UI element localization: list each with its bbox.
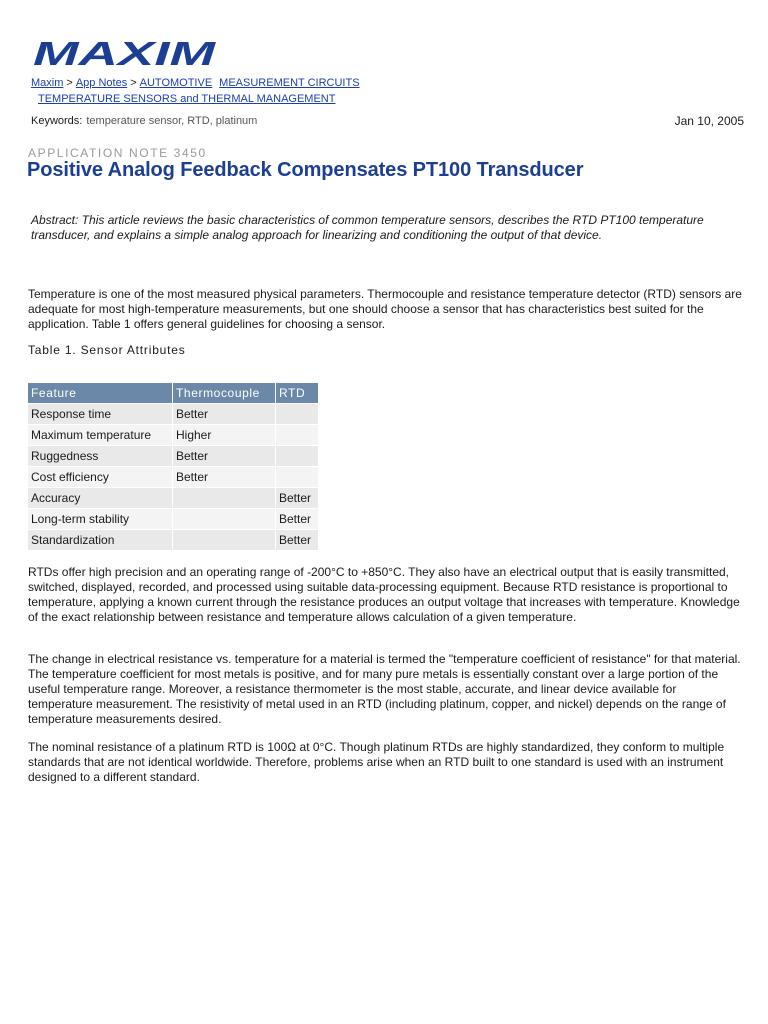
table-cell: Ruggedness <box>28 446 172 466</box>
table-cell: Response time <box>28 404 172 424</box>
table-header-row <box>28 383 318 403</box>
table-cell <box>276 467 318 487</box>
table-cell: Better <box>276 488 318 508</box>
rtd-range-paragraph: RTDs offer high precision and an operating range of -200°C to +850°C. They also have an electrical output that is easily transmitted, switched, displayed, recorded, and processed using suitable data-processing equipment. Because RTD resistance is proportional to temperature, applying a known current through the resistance produces an output voltage that increases with temperature. Knowledge of the exact relationship between resistance and temperature allows calculation of a given temperature. <box>28 565 740 624</box>
maxim-logo[interactable] <box>33 40 217 73</box>
nominal-resistance-paragraph: The nominal resistance of a platinum RTD is 100Ω at 0°C. Though platinum RTDs are highly standardized, they conform to multiple standards that are not identical worldwide. Therefore, problems arise when an RTD built to one standard is used with an instrument designed to a different standard. <box>28 740 725 784</box>
table-cell <box>173 509 275 529</box>
table-cell <box>276 446 318 466</box>
table-row <box>28 404 318 424</box>
table-cell: Cost efficiency <box>28 467 172 487</box>
breadcrumb-maxim-link[interactable]: Maxim <box>31 77 64 89</box>
table-cell: Maximum temperature <box>28 425 172 445</box>
column-header-rtd: RTD <box>276 383 318 403</box>
maxim-logo-icon <box>33 40 217 68</box>
keywords-line <box>31 115 257 127</box>
table-row <box>28 425 318 445</box>
table-cell: Better <box>276 509 318 529</box>
table-cell <box>173 488 275 508</box>
table-row <box>28 509 318 529</box>
table-cell: Better <box>173 404 275 424</box>
breadcrumb-separator: > <box>130 77 137 89</box>
breadcrumb <box>31 75 360 107</box>
table-row <box>28 446 318 466</box>
breadcrumb-app-notes-link[interactable]: App Notes <box>75 77 128 89</box>
temperature-coefficient-paragraph: The change in electrical resistance vs. temperature for a material is termed the "temperature coefficient of resistance" for that material. The temperature coefficient for most metals is positive, and for many pure metals is essentially constant over a large portion of the useful temperature range. Moreover, a resistance thermometer is the most stable, accurate, and linear device available for temperature measurement. The resistivity of metal used in an RTD (including platinum, copper, and nickel) depends on the range of temperature measurements desired. <box>28 652 741 726</box>
table-caption: Table 1. Sensor Attributes <box>28 343 186 357</box>
table-row <box>28 488 318 508</box>
publish-date: Jan 10, 2005 <box>674 114 744 128</box>
breadcrumb-measurement-circuits-link[interactable]: MEASUREMENT CIRCUITS <box>219 77 360 89</box>
table-cell <box>173 530 275 550</box>
abstract: Abstract: This article reviews the basic characteristics of common temperature sensors, describes the RTD PT100 temperature transducer, and explains a simple analog approach for linearizing and conditioning the output of that device. <box>31 213 704 242</box>
table-cell: Higher <box>173 425 275 445</box>
table-cell: Better <box>173 446 275 466</box>
table-cell: Accuracy <box>28 488 172 508</box>
table-row <box>28 467 318 487</box>
intro-paragraph: Temperature is one of the most measured physical parameters. Thermocouple and resistance temperature detector (RTD) sensors are adequate for most high-temperature measurements, but one should choose a sensor that has characteristics best suited for the application. Table 1 offers general guidelines for choosing a sensor. <box>28 287 742 331</box>
app-note-number: APPLICATION NOTE 3450 <box>28 146 207 160</box>
column-header-feature: Feature <box>28 383 172 403</box>
table-cell: Long-term stability <box>28 509 172 529</box>
table-row <box>28 530 318 550</box>
page-title: Positive Analog Feedback Compensates PT100 Transducer <box>27 159 584 181</box>
keywords-label: Keywords: <box>31 115 83 127</box>
table-cell: Standardization <box>28 530 172 550</box>
table-cell <box>276 404 318 424</box>
table-cell: Better <box>276 530 318 550</box>
column-header-thermocouple: Thermocouple <box>173 383 275 403</box>
breadcrumb-separator: > <box>66 77 73 89</box>
logo-wordmark: MAXIM <box>33 40 217 68</box>
sensor-attributes-table <box>27 382 319 551</box>
table-cell <box>276 425 318 445</box>
breadcrumb-temperature-sensors-link[interactable]: TEMPERATURE SENSORS and THERMAL MANAGEMENT <box>38 93 336 105</box>
table-cell: Better <box>173 467 275 487</box>
breadcrumb-automotive-link[interactable]: AUTOMOTIVE <box>139 77 213 89</box>
keywords-value: temperature sensor, RTD, platinum <box>86 115 258 127</box>
